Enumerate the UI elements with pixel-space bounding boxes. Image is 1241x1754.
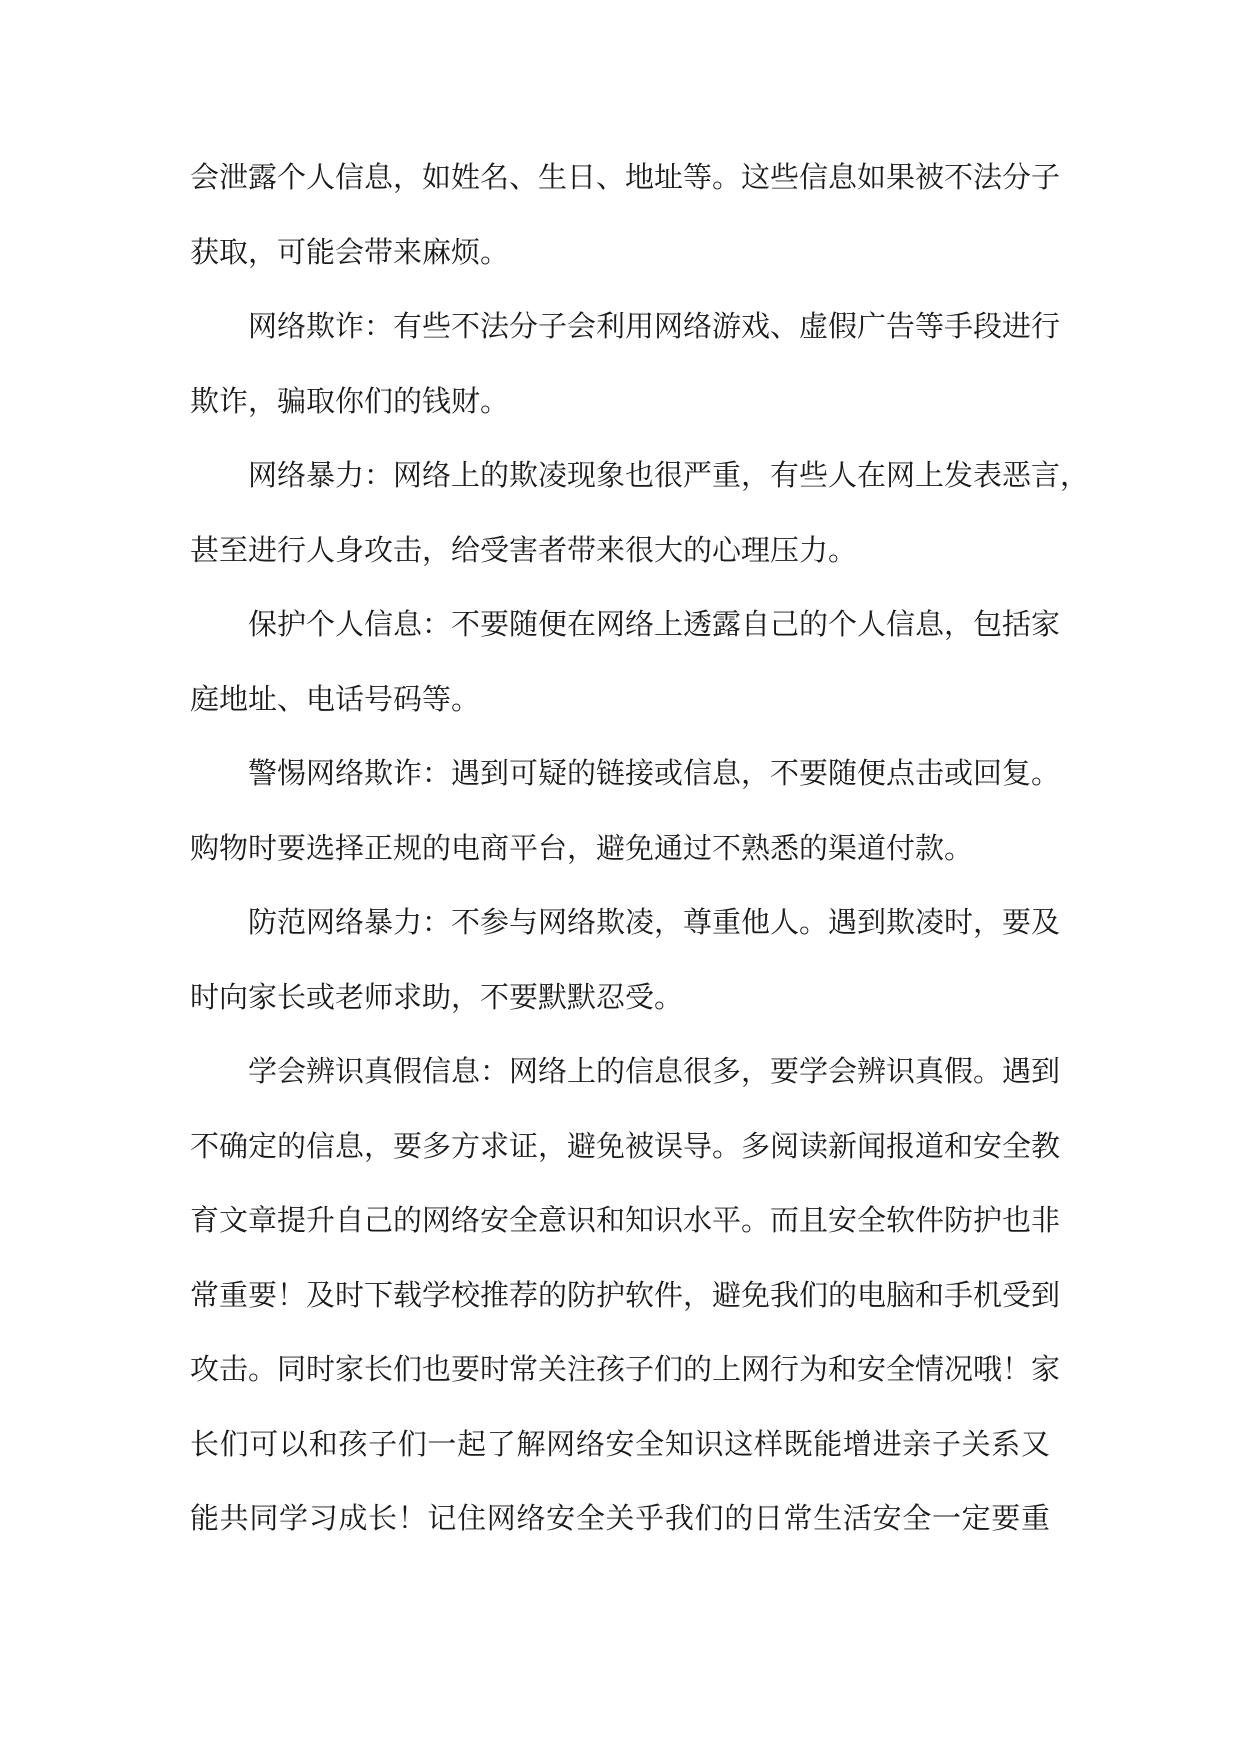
- paragraph-prevent-violence-line-2: 时向家长或老师求助，不要默默忍受。: [190, 979, 684, 1014]
- paragraph-violence-line-2: 甚至进行人身攻击，给受害者带来很大的心理压力。: [190, 532, 858, 567]
- body-text: [190, 140, 1090, 1556]
- paragraph-intro-line-2: 获取，可能会带来麻烦。: [190, 234, 510, 269]
- paragraph-beware-fraud-line-2: 购物时要选择正规的电商平台，避免通过不熟悉的渠道付款。: [190, 830, 974, 865]
- paragraph-protect-info-line-1: 保护个人信息：不要随便在网络上透露自己的个人信息，包括家: [248, 607, 1061, 641]
- paragraph-beware-fraud-line-1: 警惕网络欺诈：遇到可疑的链接或信息，不要随便点击或回复。: [248, 756, 1061, 790]
- paragraph-identify-info-line-4: 常重要！及时下载学校推荐的防护软件，避免我们的电脑和手机受到: [190, 1277, 1061, 1312]
- paragraph-identify-info-line-3: 育文章提升自己的网络安全意识和知识水平。而且安全软件防护也非: [190, 1203, 1061, 1237]
- paragraph-identify-info-line-5: 攻击。同时家长们也要时常关注孩子们的上网行为和安全情况哦！家: [190, 1352, 1061, 1386]
- paragraph-protect-info-line-2: 庭地址、电话号码等。: [190, 681, 481, 716]
- paragraph-prevent-violence-line-1: 防范网络暴力：不参与网络欺凌，尊重他人。遇到欺凌时，要及: [248, 905, 1061, 939]
- paragraph-identify-info-line-1: 学会辨识真假信息：网络上的信息很多，要学会辨识真假。遇到: [248, 1054, 1061, 1088]
- paragraph-identify-info-line-6: 长们可以和孩子们一起了解网络安全知识这样既能增进亲子关系又: [190, 1426, 1050, 1461]
- paragraph-intro-line-1: 会泄露个人信息，如姓名、生日、地址等。这些信息如果被不法分子: [190, 160, 1061, 194]
- paragraph-fraud-line-1: 网络欺诈：有些不法分子会利用网络游戏、虚假广告等手段进行: [248, 309, 1061, 343]
- paragraph-fraud-line-2: 欺诈，骗取你们的钱财。: [190, 383, 510, 418]
- paragraph-identify-info-line-2: 不确定的信息，要多方求证，避免被误导。多阅读新闻报道和安全教: [190, 1128, 1061, 1163]
- paragraph-identify-info-line-7: 能共同学习成长！记住网络安全关乎我们的日常生活安全一定要重: [190, 1501, 1050, 1535]
- paragraph-violence-line-1: 网络暴力：网络上的欺凌现象也很严重，有些人在网上发表恶言，: [248, 458, 1090, 492]
